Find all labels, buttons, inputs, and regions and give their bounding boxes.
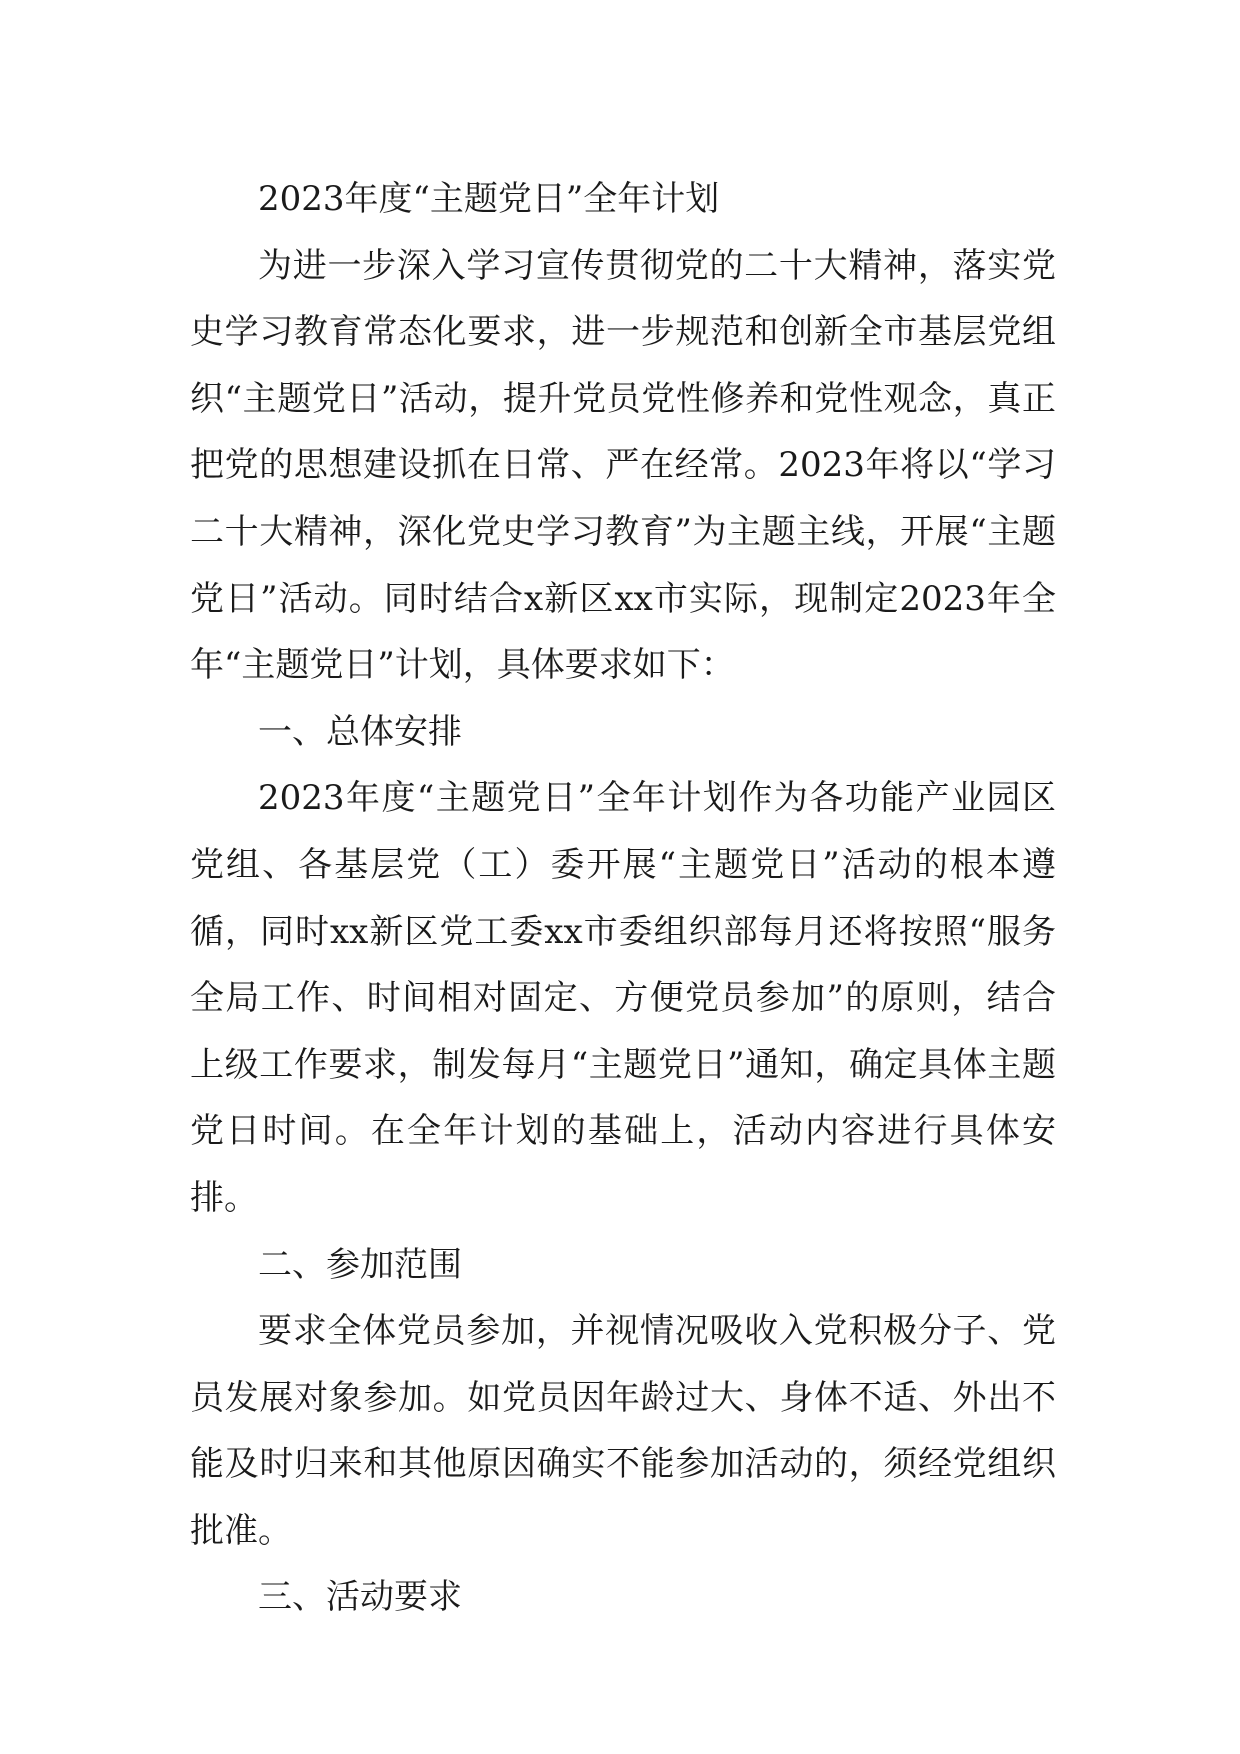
intro-paragraph: 为进一步深入学习宣传贯彻党的二十大精神，落实党史学习教育常态化要求，进一步规范和创新全市基层党组织“主题党日”活动，提升党员党性修养和党性观念，真正把党的思想建设抓在日常、严在经常。2023年将以“学习二十大精神，深化党史学习教育”为主题主线，开展“主题党日”活动。同时结合x新区xx市实际，现制定2023年全年“主题党日”计划，具体要求如下： bbox=[190, 245, 1056, 686]
document-body bbox=[190, 166, 1056, 1631]
participation-scope-paragraph: 要求全体党员参加，并视情况吸收入党积极分子、党员发展对象参加。如党员因年龄过大、身体不适、外出不能及时归来和其他原因确实不能参加活动的，须经党组织批准。 bbox=[190, 1311, 1056, 1551]
section-heading-overall-arrangement: 一、总体安排 bbox=[258, 711, 462, 752]
section-heading-participation-scope: 二、参加范围 bbox=[258, 1244, 462, 1285]
overall-arrangement-paragraph: 2023年度“主题党日”全年计划作为各功能产业园区党组、各基层党（工）委开展“主题党日”活动的根本遵循，同时xx新区党工委xx市委组织部每月还将按照“服务全局工作、时间相对固定、方便党员参加”的原则，结合上级工作要求，制发每月“主题党日”通知，确定具体主题党日时间。在全年计划的基础上，活动内容进行具体安排。 bbox=[190, 778, 1056, 1218]
section-heading-activity-requirements: 三、活动要求 bbox=[258, 1577, 462, 1618]
document-title: 2023年度“主题党日”全年计划 bbox=[258, 179, 720, 219]
